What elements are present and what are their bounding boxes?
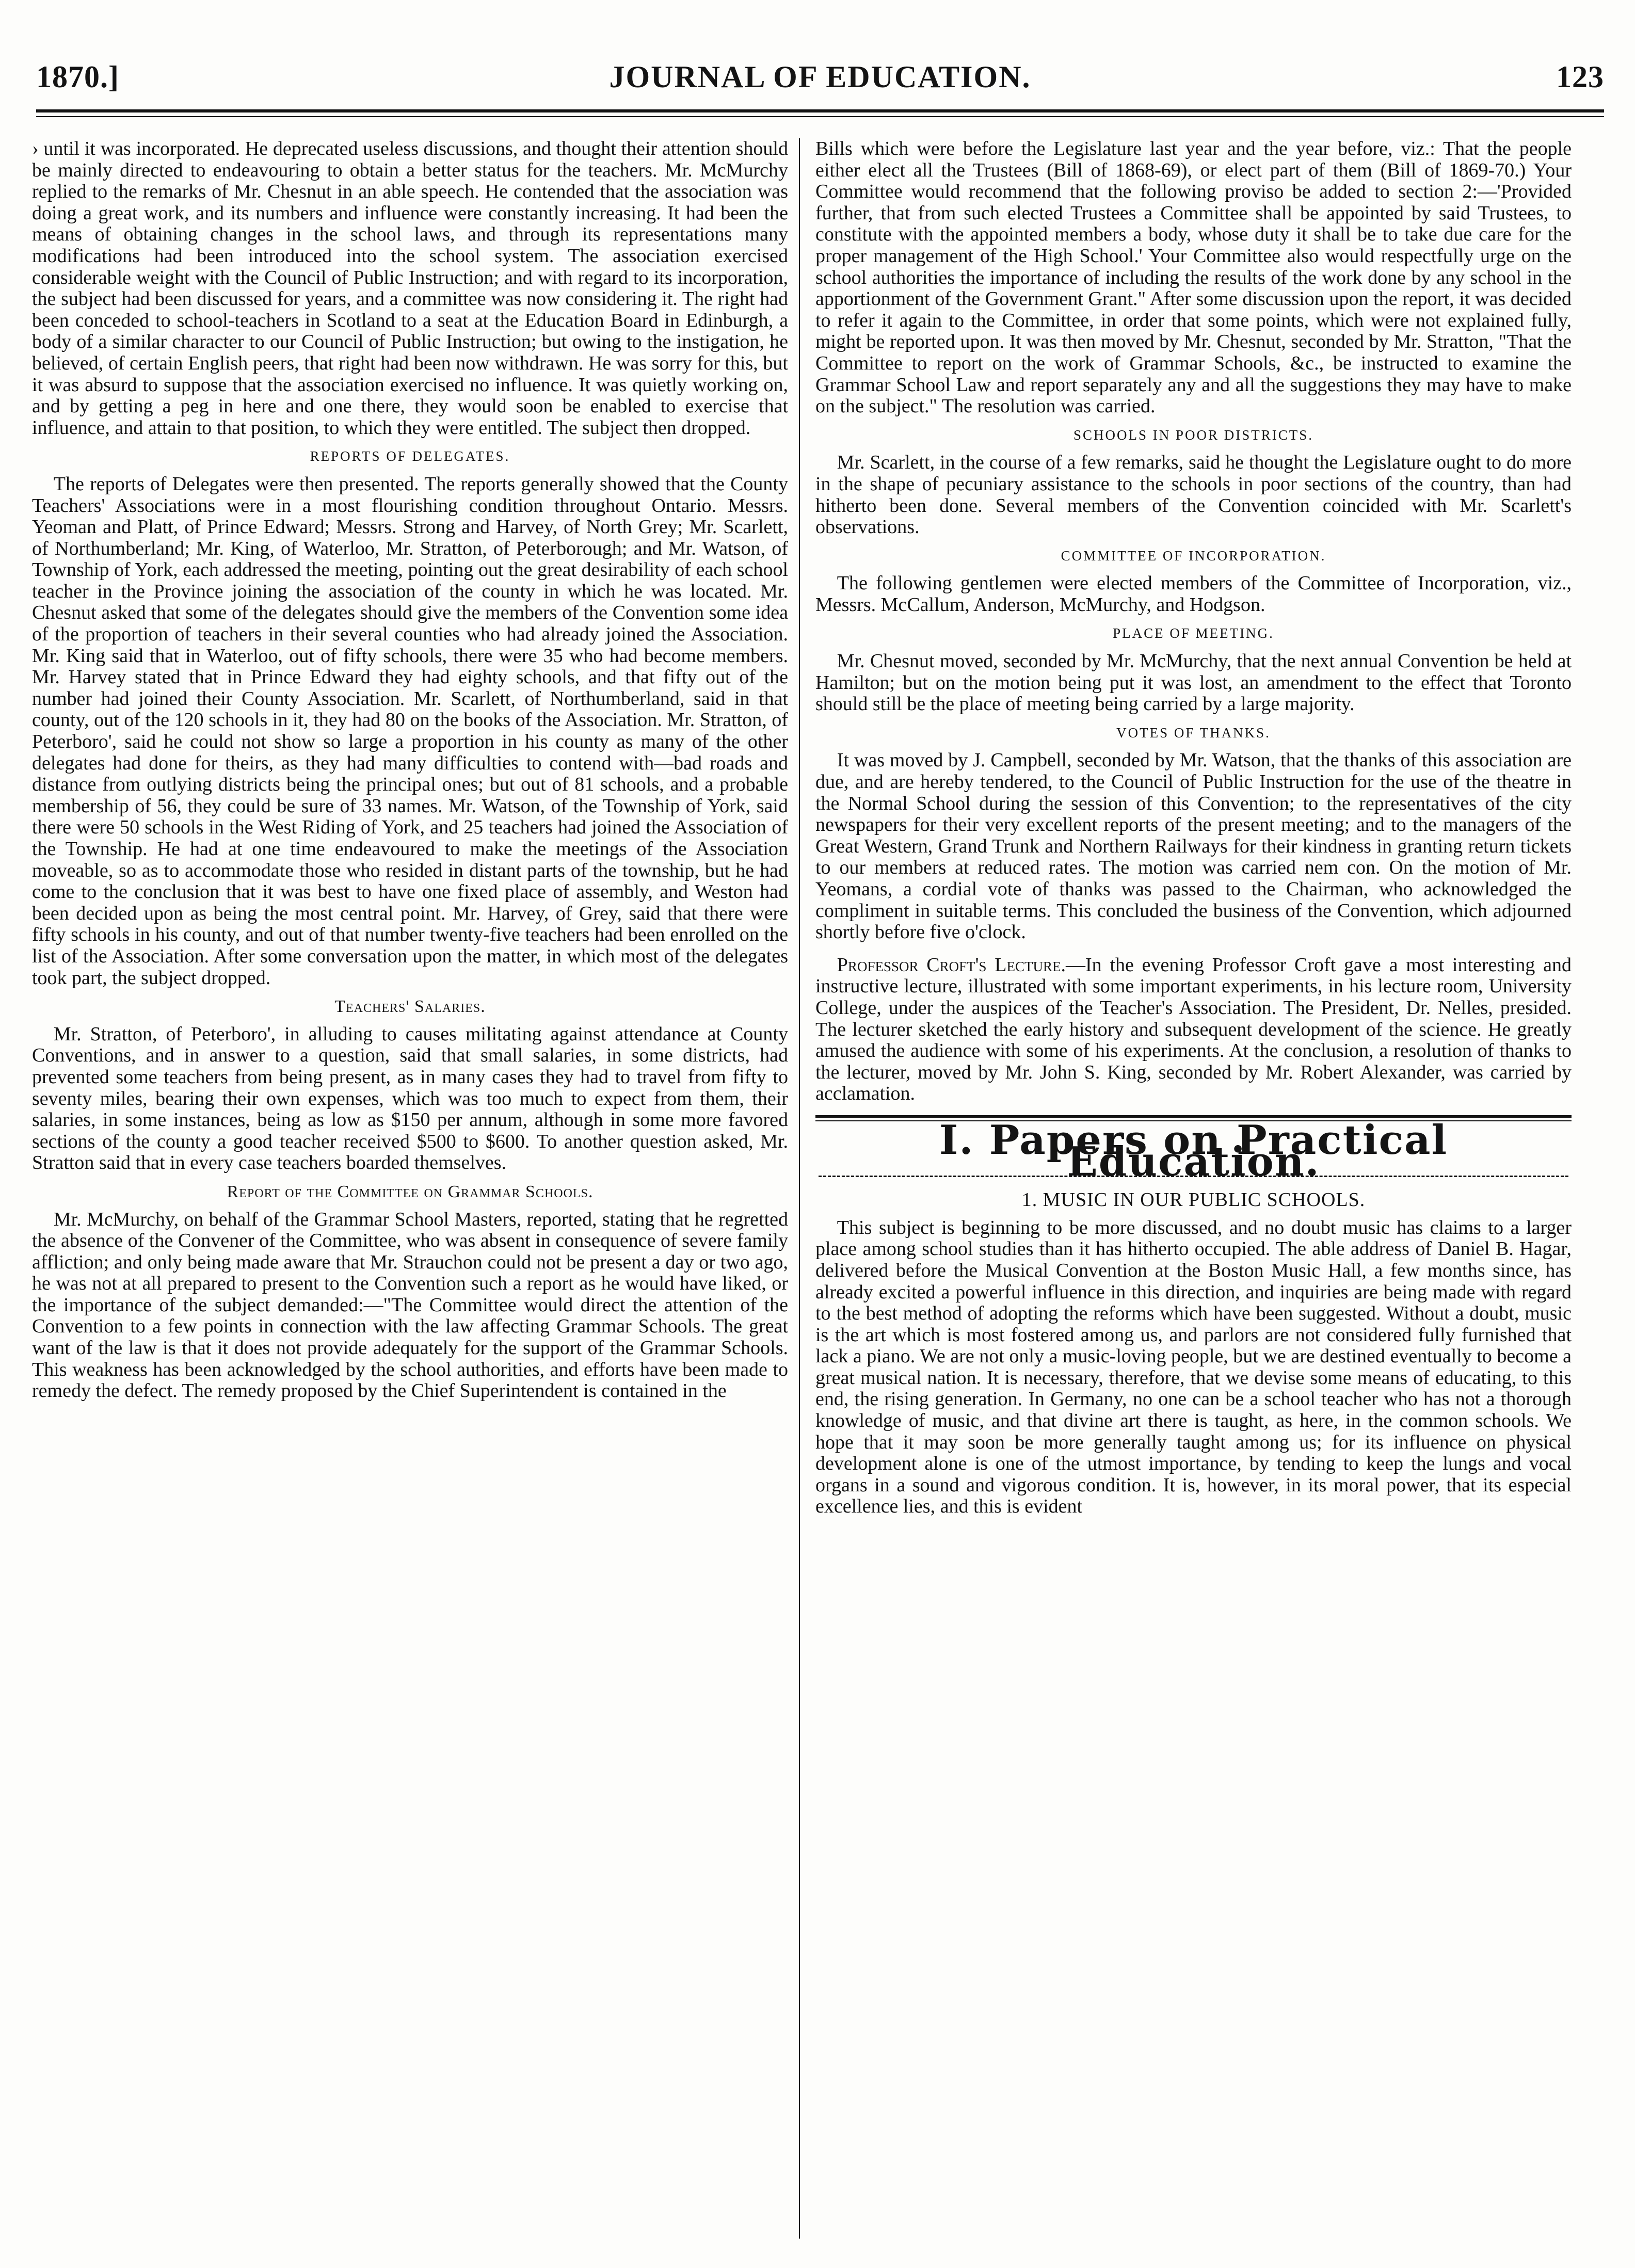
croft-lecture-body: —In the evening Professor Croft gave a most interesting and instructive lecture, illustrated with some important experiments, in his lecture room, University College, under the auspices of the Teacher's Association. The President, Dr. Nelles, presided. The lecturer sketched the early history and subsequent development of the science. He greatly amused the audience with some of his experiments. At the conclusion, a resolution of thanks to the lecturer, moved by Mr. John S. King, seconded by Mr. Robert Alexander, was carried by acclamation. bbox=[815, 954, 1572, 1105]
section-title: I. Papers on Practical Education. bbox=[939, 1116, 1448, 1185]
page-number: 123 bbox=[1556, 60, 1604, 94]
paragraph-incorporation-discussion: › until it was incorporated. He deprecated useless discussions, and thought their attention should be mainly directed to endeavouring to obtain a better status for the teachers. Mr. McMurchy replied to the remarks of Mr. Chesnut in an able speech. He contended that the association was doing a great work, and its numbers and influence were constantly increasing. It had been the means of obtaining changes in the school laws, and through its representations many modifications had been introduced into the school system. The association exercised considerable weight with the Council of Public Instruction; and with regard to its incorporation, the subject had been discussed for years, and a committee was now considering it. The right had been conceded to school-teachers in Scotland to a seat at the Education Board in Edinburgh, a body of a similar character to our Council of Public Instruction; but owing to the instigation, he believed, of certain English peers, that right had been now withdrawn. He was sorry for this, but it was absurd to suppose that the association exercised no influence. It was quietly working on, and by getting a peg in here and one there, they would soon be enabled to exercise that influence, and attain to that position, to which they were entitled. The subject then dropped. bbox=[32, 138, 788, 439]
croft-lecture-lead: Professor Croft's Lecture. bbox=[837, 954, 1066, 976]
heading-reports-of-delegates: REPORTS OF DELEGATES. bbox=[310, 448, 510, 464]
article-title: 1. MUSIC IN OUR PUBLIC SCHOOLS. bbox=[1021, 1189, 1366, 1211]
header-rule-thick bbox=[36, 109, 1604, 112]
paragraph-place-of-meeting: Mr. Chesnut moved, seconded by Mr. McMurchy, that the next annual Convention be held at Hamilton; but on the motion being put it was lost, an amendment to the effect that Toronto should still be the place of meeting being carried by a large majority. bbox=[815, 650, 1572, 715]
paragraph-schools-in-poor-districts: Mr. Scarlett, in the course of a few remarks, said he thought the Legislature ought to do more in the shape of pecuniary assistance to the schools in poor sections of the country, than had hitherto been done. Several members of the Convention coincided with Mr. Scarlett's observations. bbox=[815, 452, 1572, 538]
paragraph-votes-of-thanks: It was moved by J. Campbell, seconded by Mr. Watson, that the thanks of this association are due, and are hereby tendered, to the Council of Public Instruction for the use of the theatre in the Normal School during the session of this Convention; to the representatives of the city newspapers for their very excellent reports of the present meeting; and to the managers of the Great Western, Grand Trunk and Northern Railways for their kindness in granting return tickets to our members at reduced rates. The motion was carried nem con. On the motion of Mr. Yeomans, a cordial vote of thanks was passed to the Chairman, who acknowledged the compliment in suitable terms. This concluded the business of the Convention, which adjourned shortly before five o'clock. bbox=[815, 749, 1572, 943]
heading-grammar-schools-report: Report of the Committee on Grammar Schools. bbox=[227, 1182, 594, 1201]
paragraph-reports-of-delegates: The reports of Delegates were then presented. The reports generally showed that the County Teachers' Associations were in a most flourishing condition throughout Ontario. Messrs. Yeoman and Platt, of Prince Edward; Messrs. Strong and Harvey, of North Grey; Mr. Scarlett, of Northumberland; Mr. King, of Waterloo, Mr. Stratton, of Peterborough; and Mr. Watson, of Township of York, each addressed the meeting, pointing out the great desirability of each school teacher in the Province joining the association of the county in which he was located. Mr. Chesnut asked that some of the delegates should give the members of the Convention some idea of the proportion of teachers in their several counties who had already joined the Association. Mr. King said that in Waterloo, out of fifty schools, there were 35 who had become members. Mr. Harvey stated that in Prince Edward they had eighty schools, and that fifty out of the number had joined their County Association. Mr. Scarlett, of Northumberland, said in that county, out of the 120 schools in it, they had 80 on the books of the Association. Mr. Stratton, of Peterboro', said he could not show so large a proportion in his county as many of the other delegates had done for theirs, as they had many difficulties to contend with—bad roads and distance from outlying districts being the principal ones; but out of 81 schools, and a probable membership of 56, they could be sure of 33 names. Mr. Watson, of the Township of York, said there were 50 schools in the West Riding of York, and 25 teachers had joined the Association of the Township. He had at one time endeavoured to make the meetings of the Association moveable, so as to accommodate those who resided in distant parts of the township, but he had come to the conclusion that it was best to have one fixed place of assembly, and Weston had been decided upon as being the most central point. Mr. Harvey, of Grey, said that there were fifty schools in his county, and out of that number twenty-five teachers had been enrolled on the list of the Association. After some conversation upon the matter, in which most of the delegates took part, the subject dropped. bbox=[32, 473, 788, 989]
column-divider bbox=[799, 138, 800, 2239]
paragraph-music-in-schools: This subject is beginning to be more discussed, and no doubt music has claims to a larger place among school studies than it has hitherto occupied. The able address of Daniel B. Hagar, delivered before the Musical Convention at the Boston Music Hall, a few months since, has already excited a powerful influence in this direction, and inquiries are being made with regard to the best method of adopting the reforms which have been suggested. Without a doubt, music is the art which is most fostered among us, and parlors are not considered fully furnished that lack a piano. We are not only a music-loving people, but we are destined eventually to become a great musical nation. It is necessary, therefore, that we devise some means of educating, to this end, the rising generation. In Germany, no one can be a school teacher who has not a thorough knowledge of music, and that divine art there is taught, as here, in the common schools. We hope that it may soon be more generally taught among us; for its influence on physical development alone is one of the utmost importance, by tending to keep the lungs and vocal organs in a sound and vigorous condition. It is, however, in its moral power, that its especial excellence lies, and this is evident bbox=[815, 1216, 1572, 1518]
heading-committee-of-incorporation: COMMITTEE OF INCORPORATION. bbox=[1061, 548, 1326, 564]
paragraph-grammar-report-continued: Bills which were before the Legislature last year and the year before, viz.: That the people either elect all the Trustees (Bill of 1868-69), or elect part of them (Bill of 1869-70.) Your Committee would recommend that the following proviso be added to section 2:—'Provided further, that from such elected Trustees a Committee shall be appointed by said Trustees, to constitute with the appointed members a body, whose duty it shall be to take due care for the proper management of the High School.' Your Committee also would respectfully urge on the school authorities the importance of including the results of the work done by any school in the apportionment of the Government Grant." After some discussion upon the report, it was decided to refer it again to the Committee, in order that some points, which were not explained fully, might be reported upon. It was then moved by Mr. Chesnut, seconded by Mr. Stratton, "That the Committee to report on the work of Grammar Schools, &c., be instructed to examine the Grammar School Law and report separately any and all the suggestions they may have to make on the subject." The resolution was carried. bbox=[815, 138, 1572, 417]
paragraph-committee-of-incorporation: The following gentlemen were elected members of the Committee of Incorporation, viz., Messrs. McCallum, Anderson, McMurchy, and Hodgson. bbox=[815, 572, 1572, 616]
paragraph-teachers-salaries: Mr. Stratton, of Peterboro', in alluding to causes militating against attendance at County Conventions, and in answer to a question, said that small salaries, in some districts, had prevented some teachers from being present, as in many cases they had to travel from fifty to seventy miles, bearing their own expenses, which was too much to expect from them, their salaries, in some instances, being as low as $150 per annum, although in some more favored sections of the county a good teacher received $500 to $600. To another question asked, Mr. Stratton said that in every case teachers boarded themselves. bbox=[32, 1023, 788, 1174]
paragraph-professor-croft-lecture bbox=[815, 955, 1572, 1105]
left-column bbox=[32, 138, 788, 2244]
heading-votes-of-thanks: VOTES OF THANKS. bbox=[1116, 725, 1271, 741]
header-year: 1870.] bbox=[36, 60, 119, 94]
heading-place-of-meeting: PLACE OF MEETING. bbox=[1113, 625, 1274, 641]
heading-schools-in-poor-districts: SCHOOLS IN POOR DISTRICTS. bbox=[1073, 427, 1314, 443]
running-header bbox=[36, 59, 1604, 106]
right-column bbox=[815, 138, 1572, 2244]
header-rule-thin bbox=[36, 116, 1604, 117]
journal-title: JOURNAL OF EDUCATION. bbox=[609, 60, 1031, 94]
heading-teachers-salaries: Teachers' Salaries. bbox=[334, 997, 486, 1017]
paragraph-grammar-schools-report: Mr. McMurchy, on behalf of the Grammar School Masters, reported, stating that he regretted the absence of the Convener of the Committee, who was absent in consequence of severe family affliction; and only being made aware that Mr. Strauchon could not be present a day or two ago, he was not at all prepared to present to the Convention such a report as he would have liked, or the importance of the subject demanded:—"The Committee would direct the attention of the Convention to a few points in connection with the law affecting Grammar Schools. The great want of the law is that it does not provide adequately for the support of the Grammar Schools. This weakness has been acknowledged by the school authorities, and efforts have been made to remedy the defect. The remedy proposed by the Chief Superintendent is contained in the bbox=[32, 1208, 788, 1402]
